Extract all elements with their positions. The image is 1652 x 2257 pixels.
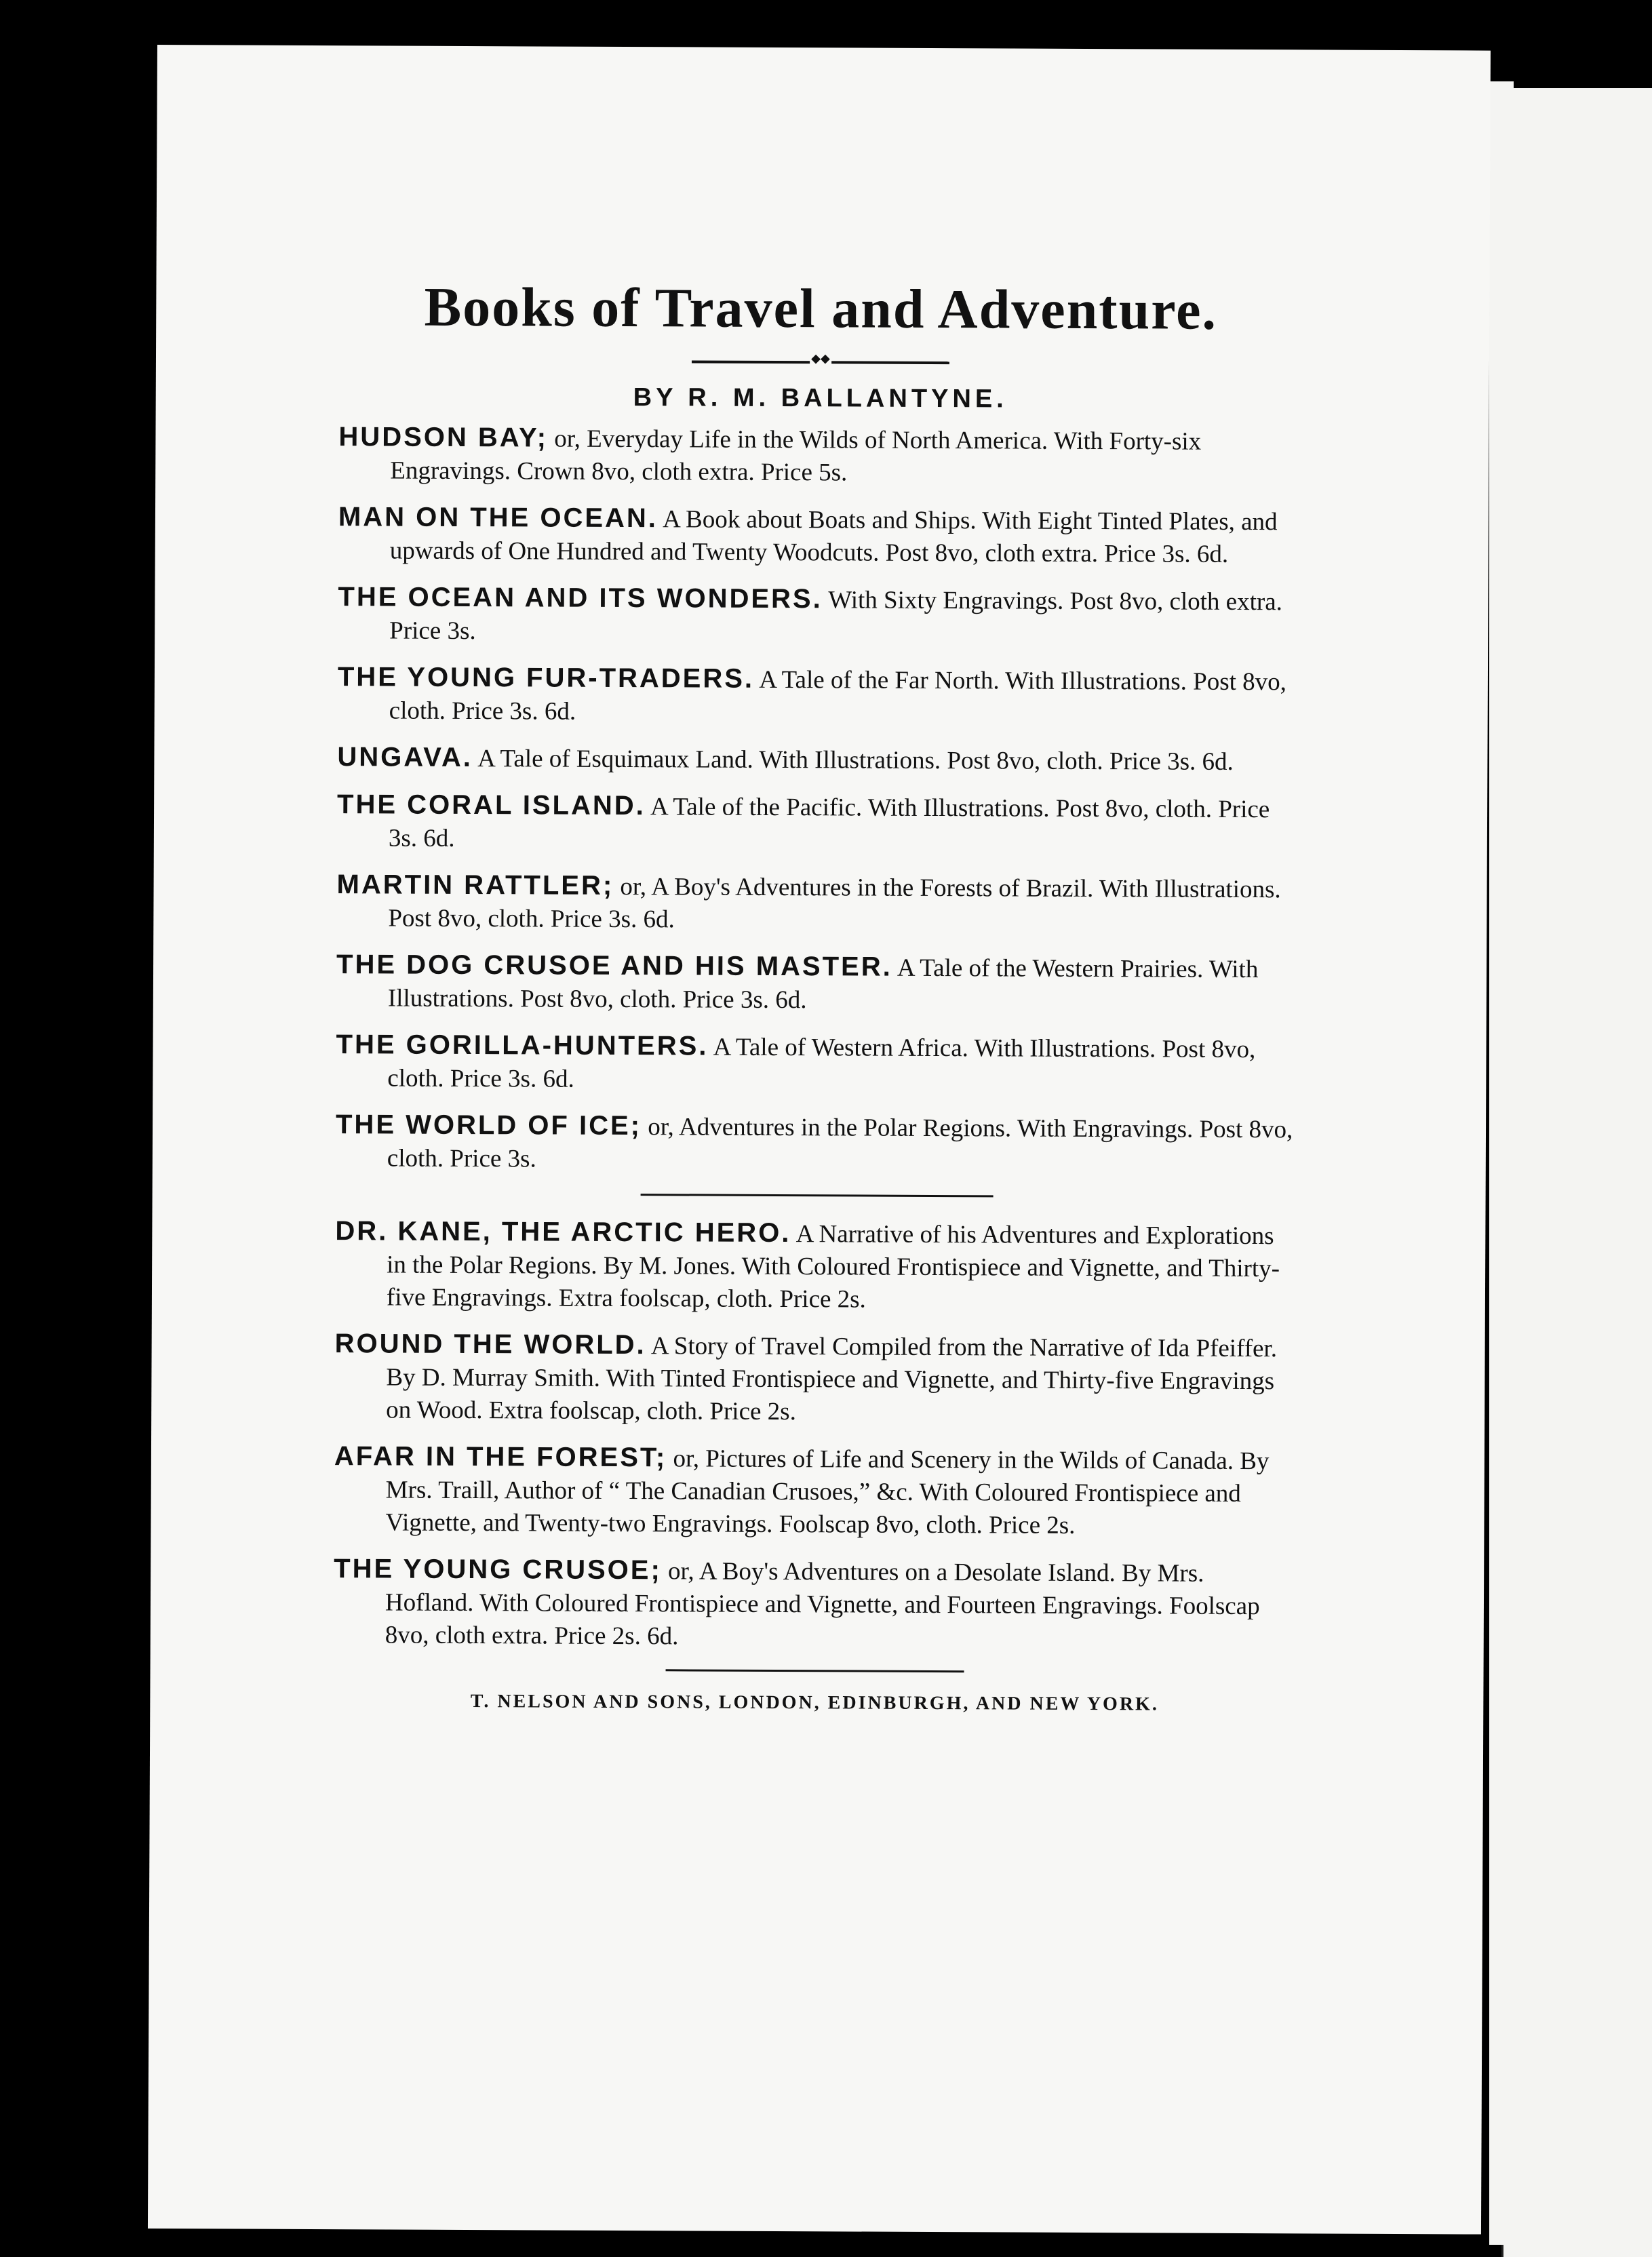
book-entry bbox=[338, 581, 1301, 651]
book-title: THE WORLD OF ICE; bbox=[335, 1110, 642, 1141]
book-description: or, Everyday Life in the Wilds of North America. With Forty-six Engravings. Crown 8vo, cloth extra. Price 5s. bbox=[390, 425, 1202, 487]
footer-divider bbox=[666, 1669, 964, 1672]
book-title: THE GORILLA-HUNTERS. bbox=[336, 1029, 709, 1061]
book-entry bbox=[336, 868, 1299, 939]
book-description: or, A Boy's Adventures on a Desolate Island. By Mrs. Hofland. With Coloured Frontispiece and Vignette, and Fourteen Engravings. Foolscap 8vo, cloth extra. Price 2s. 6d. bbox=[385, 1557, 1260, 1651]
book-title: AFAR IN THE FOREST; bbox=[334, 1441, 667, 1473]
book-description: A Tale of Western Africa. With Illustrations. Post 8vo, cloth. Price 3s. 6d. bbox=[387, 1033, 1256, 1093]
book-description: A Book about Boats and Ships. With Eight Tinted Plates, and upwards of One Hundred and Twenty Woodcuts. Post 8vo, cloth extra. Price 3s. 6d. bbox=[389, 505, 1278, 569]
book-entry bbox=[336, 948, 1299, 1019]
book-description: or, A Boy's Adventures in the Forests of Brazil. With Illustrations. Post 8vo, cloth. Price 3s. 6d. bbox=[388, 873, 1281, 934]
book-title: MAN ON THE OCEAN. bbox=[338, 502, 658, 534]
facing-page bbox=[1501, 88, 1652, 2257]
book-entry bbox=[338, 661, 1301, 731]
book-entry bbox=[335, 1215, 1299, 1318]
book-entry bbox=[334, 1552, 1297, 1655]
book-description: or, Adventures in the Polar Regions. With Engravings. Post 8vo, cloth. Price 3s. bbox=[387, 1113, 1293, 1173]
section-divider bbox=[641, 1194, 994, 1197]
book-title: DR. KANE, THE ARCTIC HERO. bbox=[335, 1216, 791, 1249]
book-title: HUDSON BAY; bbox=[338, 422, 549, 453]
other-authors-list bbox=[334, 1215, 1299, 1655]
page-content bbox=[333, 276, 1302, 1716]
book-entry bbox=[336, 1028, 1299, 1099]
book-title: THE OCEAN AND ITS WONDERS. bbox=[338, 582, 823, 614]
byline: BY R. M. BALLANTYNE. bbox=[633, 383, 1008, 414]
book-entry bbox=[338, 501, 1301, 571]
ornamental-rule bbox=[692, 361, 949, 365]
book-title: THE DOG CRUSOE AND HIS MASTER. bbox=[336, 949, 892, 982]
book-entry bbox=[338, 420, 1301, 491]
ballantyne-list bbox=[336, 420, 1302, 1179]
page-edge bbox=[1489, 81, 1514, 2245]
publisher-imprint: T. NELSON AND SONS, LONDON, EDINBURGH, AND NEW YORK. bbox=[470, 1691, 1159, 1715]
book-title: MARTIN RATTLER; bbox=[336, 869, 614, 901]
book-title: THE YOUNG CRUSOE; bbox=[334, 1554, 662, 1586]
book-title: UNGAVA. bbox=[337, 742, 473, 773]
book-entry bbox=[334, 1440, 1297, 1543]
book-title: THE CORAL ISLAND. bbox=[337, 789, 646, 821]
book-description: A Narrative of his Adventures and Explorations in the Polar Regions. By M. Jones. With Coloured Frontispiece and Vignette, and Thirty-five Engravings. Extra foolscap, cloth. Price 2s. bbox=[386, 1220, 1280, 1314]
book-title: ROUND THE WORLD. bbox=[334, 1329, 646, 1360]
book-description: A Tale of the Western Prairies. With Illustrations. Post 8vo, cloth. Price 3s. 6d. bbox=[387, 954, 1259, 1015]
book-description: A Tale of Esquimaux Land. With Illustrations. Post 8vo, cloth. Price 3s. 6d. bbox=[472, 745, 1234, 777]
book-entry bbox=[334, 1327, 1298, 1430]
book-description: or, Pictures of Life and Scenery in the Wilds of Canada. By Mrs. Traill, Author of “ The Canadian Crusoes,” &c. With Coloured Frontispiece and Vignette, and Twenty-two Engravings. Foolscap 8vo, cloth. Price 2s. bbox=[385, 1445, 1270, 1540]
page-title: Books of Travel and Adventure. bbox=[424, 275, 1218, 341]
book-description: A Tale of the Far North. With Illustrations. Post 8vo, cloth. Price 3s. 6d. bbox=[389, 666, 1287, 726]
book-description: A Tale of the Pacific. With Illustrations. Post 8vo, cloth. Price 3s. 6d. bbox=[388, 793, 1270, 853]
book-title: THE YOUNG FUR-TRADERS. bbox=[337, 662, 755, 694]
book-page bbox=[148, 45, 1491, 2235]
book-description: A Story of Travel Compiled from the Narrative of Ida Pfeiffer. By D. Murray Smith. With Tinted Frontispiece and Vignette, and Thirty-five Engravings on Wood. Extra foolscap, cloth. Price 2s. bbox=[386, 1332, 1278, 1426]
book-entry bbox=[337, 788, 1300, 859]
book-entry bbox=[336, 1108, 1299, 1179]
book-entry bbox=[337, 741, 1300, 779]
book-description: With Sixty Engravings. Post 8vo, cloth extra. Price 3s. bbox=[389, 586, 1283, 646]
